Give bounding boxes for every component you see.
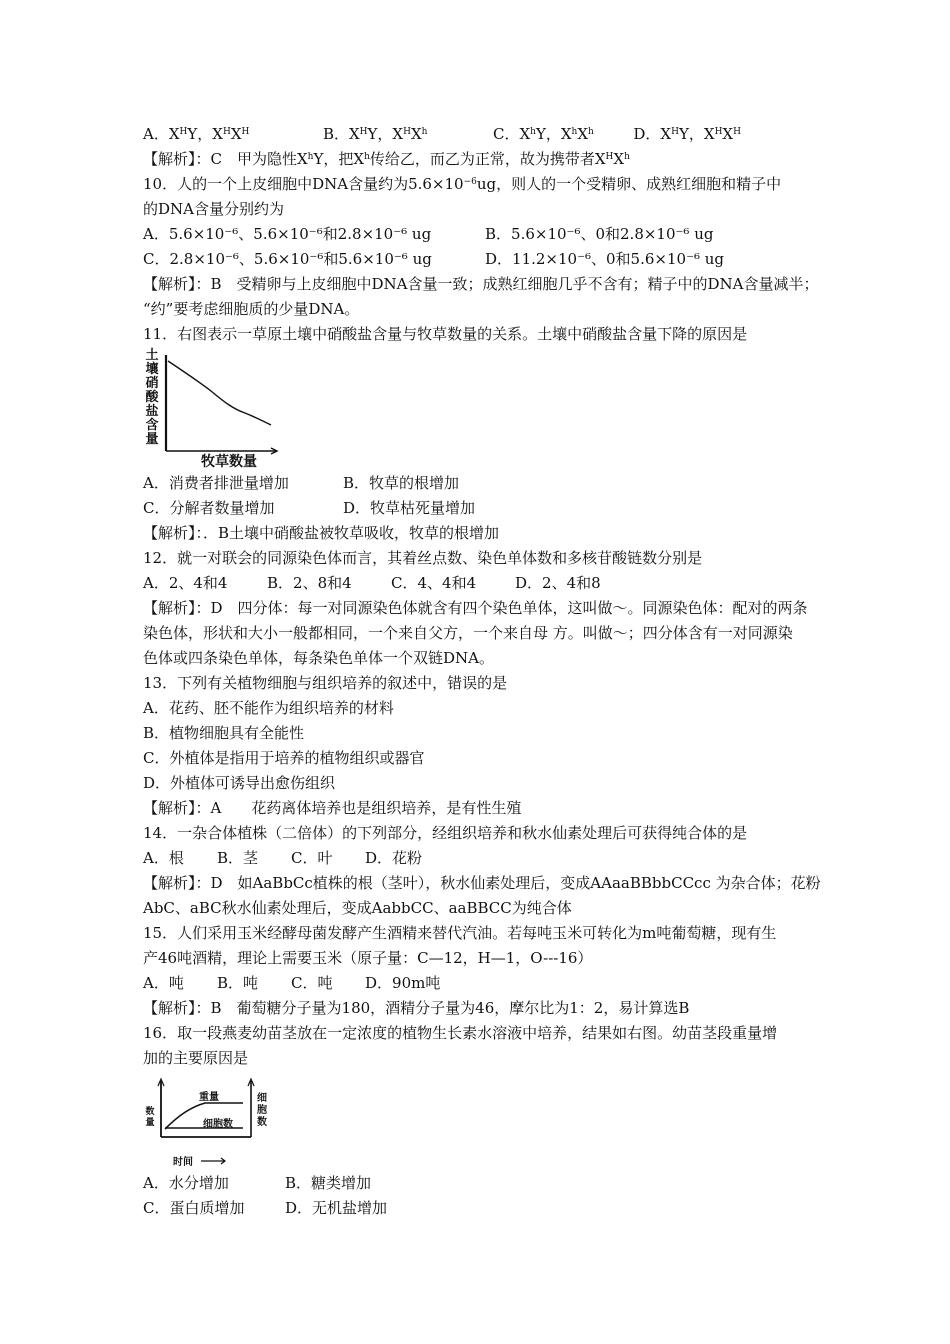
q11-x-axis-label: 牧草数量 — [201, 454, 257, 470]
q10-stem-line1: 10．人的一个上皮细胞中DNA含量约为$5.6\times 10^{-6}ug$，则人的一个受精卵、成熟红细胞和精子中 — [143, 175, 782, 193]
q13-stem: 13．下列有关植物细胞与组织培养的叙述中，错误的是 — [143, 674, 508, 692]
q10-options-row1 — [143, 222, 863, 247]
q14-option-b: B．茎 — [217, 849, 259, 867]
q12-analysis-line1: 【解析】：D 四分体：每一对同源染色体就含有四个染色单体，这叫做～。同源染色体：配对的两条 — [143, 599, 808, 617]
q16-figure — [143, 1071, 863, 1171]
q15-options — [143, 971, 863, 996]
q15-stem-line2: 产46吨酒精，理论上需要玉米（原子量：C—12，H—1，O---16） — [143, 949, 593, 967]
q16-options-row2 — [143, 1196, 863, 1221]
nitrate-curve — [168, 361, 271, 425]
q16-options-row1 — [143, 1171, 863, 1196]
q11-figure — [143, 347, 863, 471]
q11-option-c: C．分解者数量增加 — [143, 499, 275, 517]
q13-option-b: B．植物细胞具有全能性 — [143, 724, 305, 742]
q11-analysis: 【解析】：．B土壤中硝酸盐被牧草吸收，牧草的根增加 — [143, 524, 500, 542]
q14-analysis-line2: AbC、aBC秋水仙素处理后，变成AabbCC、aaBBCC为纯合体 — [143, 899, 572, 917]
q15-stem-line1: 15．人们采用玉米经酵母菌发酵产生酒精来替代汽油。若每吨玉米可转化为m吨葡萄糖，现有生 — [143, 924, 777, 942]
q16-option-c: C．蛋白质增加 — [143, 1199, 245, 1217]
q10-option-a: A．5.6×10⁻⁶、5.6×10⁻⁶和2.8×10⁻⁶ ug — [143, 225, 432, 243]
q9-option-b: B．$X^HY$，$X^HX^h$ — [322, 125, 428, 143]
q10-options-row2 — [143, 247, 863, 272]
q16-option-b: B．糖类增加 — [285, 1174, 372, 1192]
q16-right-axis-label: 细 胞 数 — [257, 1093, 267, 1128]
q15-analysis: 【解析】：B 葡萄糖分子量为180，酒精分子量为46，摩尔比为1：2，易计算选B — [143, 999, 690, 1017]
q9-options — [143, 122, 863, 147]
q12-options — [143, 571, 863, 596]
q15-option-c: C．吨 — [291, 974, 333, 992]
q16-x-axis-label: 时间 — [173, 1157, 193, 1168]
q10-option-c: C．2.8×10⁻⁶、5.6×10⁻⁶和5.6×10⁻⁶ ug — [143, 250, 432, 268]
q16-left-axis-label: 数 量 — [145, 1107, 155, 1128]
q12-analysis-line2: 染色体，形状和大小一般都相同，一个来自父方，一个来自母 方。叫做～；四分体含有一对同源染 — [143, 624, 793, 642]
q16-curve-label-cells: 细胞数 — [203, 1119, 233, 1130]
q14-analysis-line1: 【解析】：D 如AaBbCc植株的根（茎叶），秋水仙素处理后，变成AAaaBBbbCCcc 为杂合体；花粉 — [143, 874, 821, 892]
q10-option-d: D．11.2×10⁻⁶、0和5.6×10⁻⁶ ug — [485, 250, 725, 268]
q9-analysis: 【解析】：C 甲为隐性$X^hY$，把$X^h$传给乙，而乙为正常，故为携带者$X^HX^h$ — [143, 150, 630, 168]
q16-stem-line2: 加的主要原因是 — [143, 1049, 249, 1067]
q16-option-a: A．水分增加 — [143, 1174, 229, 1192]
q11-stem: 11．右图表示一草原土壤中硝酸盐含量与牧草数量的关系。土壤中硝酸盐含量下降的原因是 — [143, 325, 748, 343]
q9-option-c: C．$X^hY$，$X^hX^h$ — [493, 125, 594, 143]
q10-stem-line2: 的DNA含量分别约为 — [143, 200, 284, 218]
q14-option-a: A．根 — [143, 849, 184, 867]
q13-option-c: C．外植体是指用于培养的植物组织或器官 — [143, 749, 425, 767]
q13-option-a: A．花药、胚不能作为组织培养的材料 — [143, 699, 394, 717]
q12-option-c: C．4、4和4 — [391, 574, 477, 592]
q11-option-a: A．消费者排泄量增加 — [143, 474, 289, 492]
q11-options-row1 — [143, 471, 863, 496]
q12-option-d: D．2、4和8 — [515, 574, 601, 592]
q10-analysis-line1: 【解析】：B 受精卵与上皮细胞中DNA含量一致；成熟红细胞几乎不含有；精子中的DNA含量减半； — [143, 275, 819, 293]
q15-option-b: B．吨 — [217, 974, 259, 992]
q14-stem: 14．一杂合体植株（二倍体）的下列部分，经组织培养和秋水仙素处理后可获得纯合体的是 — [143, 824, 748, 842]
q16-curve-label-weight: 重量 — [199, 1092, 219, 1103]
q11-option-b: B．牧草的根增加 — [343, 474, 460, 492]
q12-option-a: A．2、4和4 — [143, 574, 228, 592]
q9-option-a: A．$X^HY$，$X^HX^H$ — [143, 125, 250, 143]
q11-options-row2 — [143, 496, 863, 521]
q12-analysis-line3: 色体或四条染色单体，每条染色单体一个双链DNA。 — [143, 649, 494, 667]
q16-option-d: D．无机盐增加 — [285, 1199, 388, 1217]
q12-option-b: B．2、8和4 — [267, 574, 352, 592]
q11-option-d: D．牧草枯死量增加 — [343, 499, 476, 517]
q14-options — [143, 846, 863, 871]
q10-option-b: B．5.6×10⁻⁶、0和2.8×10⁻⁶ ug — [485, 225, 714, 243]
q15-option-d: D．90m吨 — [365, 974, 441, 992]
q11-y-axis-label: 土 壤 硝 酸 盐 含 量 — [145, 348, 159, 447]
q14-option-d: D．花粉 — [365, 849, 423, 867]
q16-stem-line1: 16．取一段燕麦幼苗茎放在一定浓度的植物生长素水溶液中培养，结果如右图。幼苗茎段重量增 — [143, 1024, 778, 1042]
q10-analysis-line2: “约”要考虑细胞质的少量DNA。 — [143, 300, 360, 318]
document-page — [143, 122, 863, 1221]
q12-stem: 12．就一对联会的同源染色体而言，其着丝点数、染色单体数和多核苷酸链数分别是 — [143, 549, 703, 567]
q14-option-c: C．叶 — [291, 849, 333, 867]
q9-option-d: D．$X^HY$，$X^HX^H$ — [633, 125, 741, 143]
q15-option-a: A．吨 — [143, 974, 184, 992]
q13-option-d: D．外植体可诱导出愈伤组织 — [143, 774, 336, 792]
q13-analysis: 【解析】：A 花药离体培养也是组织培养，是有性生殖 — [143, 799, 522, 817]
